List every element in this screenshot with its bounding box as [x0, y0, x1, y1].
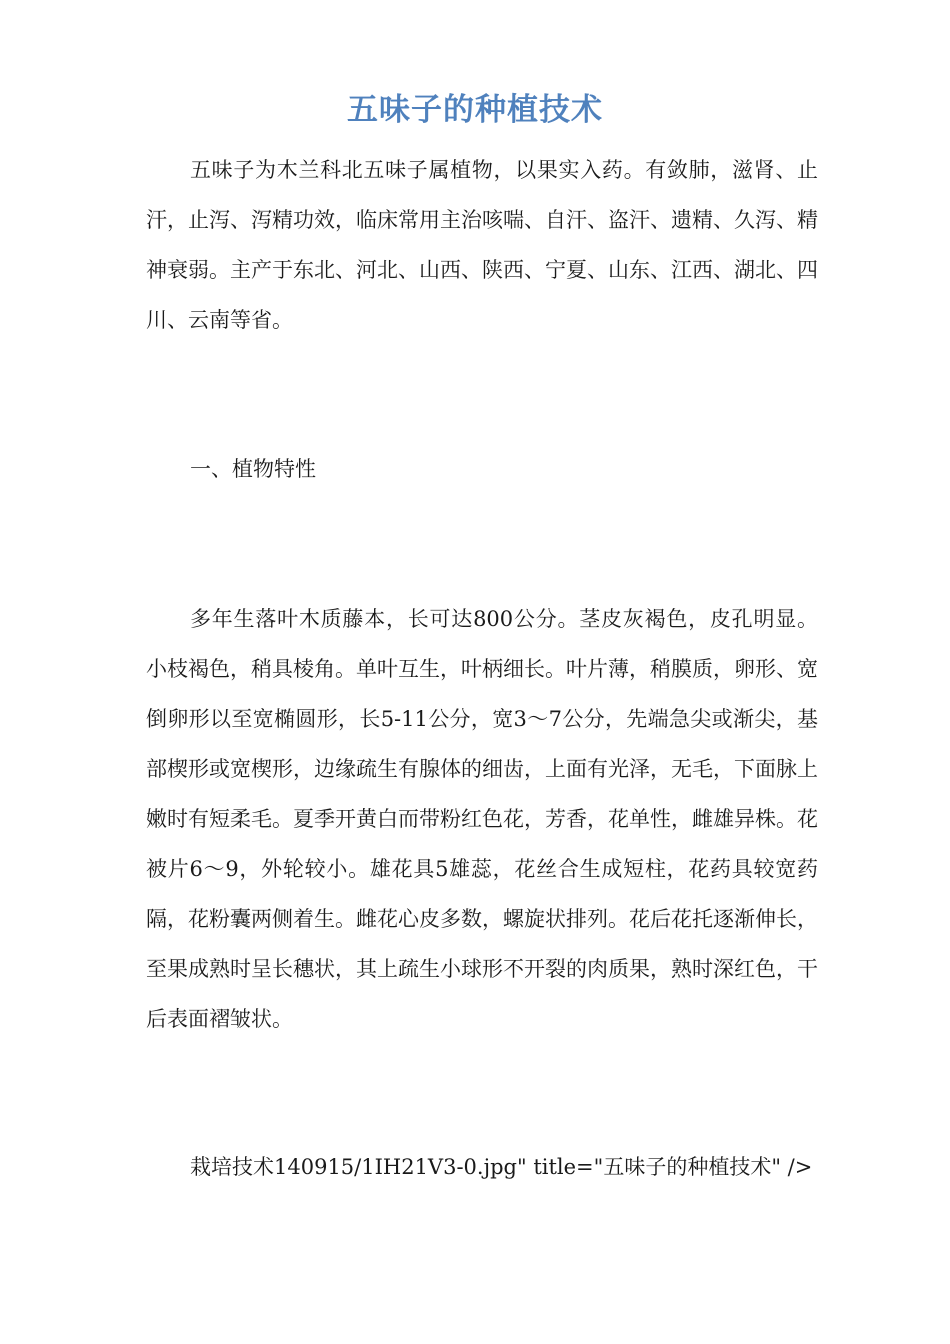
document-title: 五味子的种植技术 [347, 92, 603, 128]
intro-paragraph: 五味子为木兰科北五味子属植物，以果实入药。有敛肺，滋肾、止汗，止泻、泻精功效，临床常用主治咳喘、自汗、盗汗、遗精、久泻、精神衰弱。主产于东北、河北、山西、陕西、宁夏、山东、江西、湖北、四川、云南等省。 [146, 158, 818, 332]
plant-characteristics-paragraph: 多年生落叶木质藤本，长可达800公分。茎皮灰褐色，皮孔明显。小枝褐色，稍具棱角。单叶互生，叶柄细长。叶片薄，稍膜质，卵形、宽倒卵形以至宽椭圆形，长5-11公分，宽3～7公分，先端急尖或渐尖，基部楔形或宽楔形，边缘疏生有腺体的细齿，上面有光泽，无毛，下面脉上嫩时有短柔毛。夏季开黄白而带粉红色花，芳香，花单性，雌雄异株。花被片6～9，外轮较小。雄花具5雄蕊，花丝合生成短柱，花药具较宽药隔，花粉囊两侧着生。雌花心皮多数，螺旋状排列。花后花托逐渐伸长，至果成熟时呈长穗状，其上疏生小球形不开裂的肉质果，熟时深红色，干后表面褶皱状。 [146, 607, 818, 1031]
trailing-text-line: 栽培技术140915/1IH21V3-0.jpg" title="五味子的种植技术" /> [190, 1155, 813, 1179]
section-heading-plant-characteristics: 一、植物特性 [190, 457, 316, 481]
